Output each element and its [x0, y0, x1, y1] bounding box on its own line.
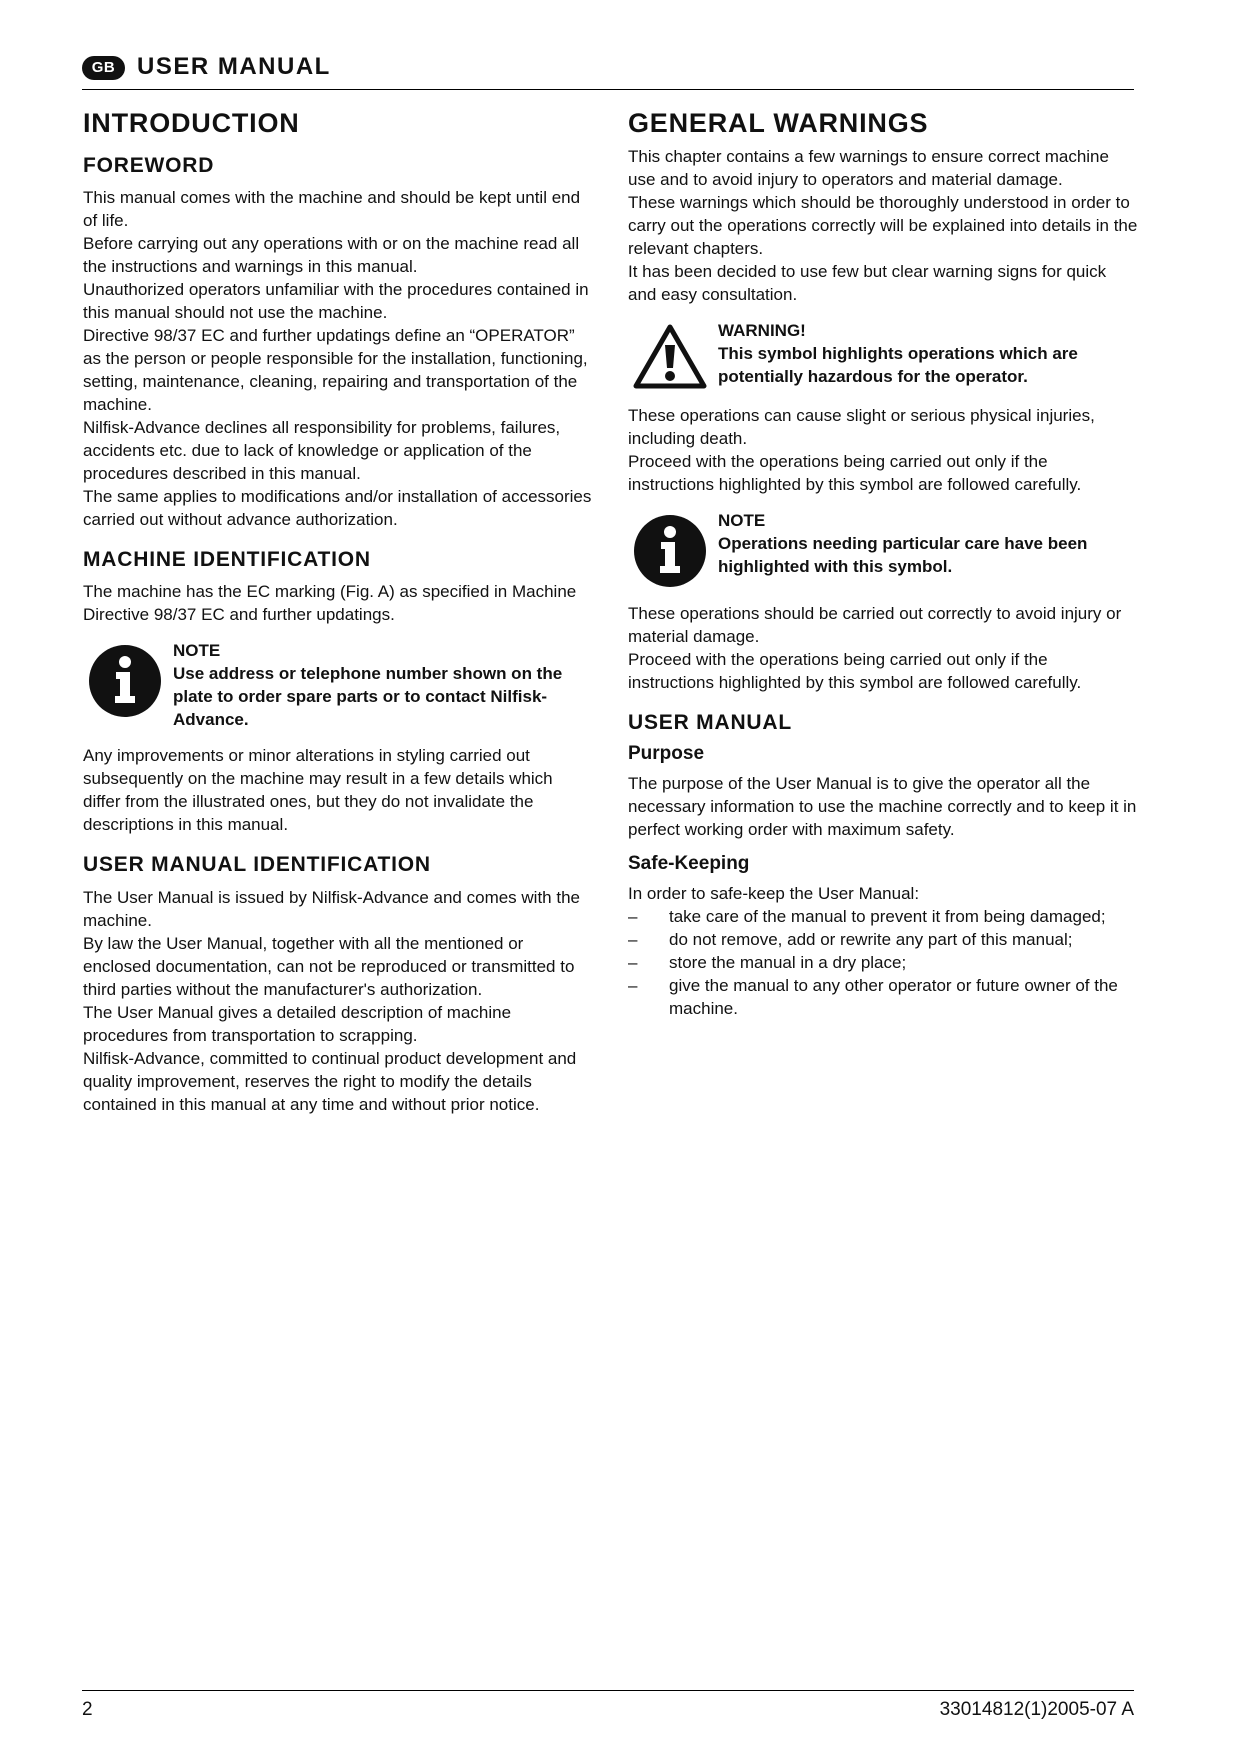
introduction-title: INTRODUCTION	[83, 108, 300, 138]
foreword-heading: FOREWORD	[83, 154, 215, 178]
header-title: USER MANUAL	[137, 53, 331, 80]
note-callout-operations	[628, 509, 1138, 589]
list-item: – store the manual in a dry place;	[628, 951, 1138, 974]
user-manual-heading: USER MANUAL	[628, 711, 792, 735]
note-text: Use address or telephone number shown on the plate to order spare parts or to contact Nilfisk-Advance.	[173, 664, 563, 730]
improvements-text: Any improvements or minor alterations in styling carried out subsequently on the machine may result in a few details which differ from the illustrated ones, but they do not invalidate the descriptions in this manual.	[83, 746, 553, 835]
list-item: – take care of the manual to prevent it from being damaged;	[628, 905, 1138, 928]
purpose-heading: Purpose	[628, 743, 705, 765]
machine-identification-text: The machine has the EC marking (Fig. A) as specified in Machine Directive 98/37 EC and further updatings.	[83, 582, 577, 625]
info-icon	[83, 639, 173, 719]
page-number: 2	[82, 1699, 93, 1720]
page-header	[82, 50, 1134, 90]
note-title: NOTE	[173, 641, 221, 661]
warning-callout	[628, 319, 1138, 391]
safe-keeping-intro: In order to safe-keep the User Manual:	[628, 883, 920, 903]
left-column	[83, 108, 593, 1116]
note-title: NOTE	[718, 511, 766, 531]
safe-keeping-list	[628, 905, 1138, 1020]
warning-triangle-icon	[628, 319, 718, 391]
list-item: – give the manual to any other operator or future owner of the machine.	[628, 974, 1138, 1020]
user-manual-identification-text: The User Manual is issued by Nilfisk-Advance and comes with the machine. By law the User Manual, together with all the mentioned or enclosed documentation, can not be reproduced or transmitted to third parties without the manufacturer's authorization. The User Manual gives a detailed description of machine procedures from transportation to scrapping. Nilfisk-Advance, committed to continual product development and quality improvement, reserves the right to modify the details contained in this manual at any time and without prior notice.	[83, 887, 580, 1114]
user-manual-identification-heading: USER MANUAL IDENTIFICATION	[83, 853, 431, 877]
general-warnings-intro: This chapter contains a few warnings to ensure correct machine use and to avoid injury to operators and material damage. These warnings which should be thoroughly understood in order to carry out the operations correctly will be explained into details in the relevant chapters. It has been decided to use few but clear warning signs for quick and easy consultation.	[628, 147, 1138, 305]
right-column	[628, 108, 1138, 1020]
warning-title: WARNING!	[718, 321, 806, 341]
info-icon	[628, 509, 718, 589]
note-callout-machine	[83, 639, 593, 731]
list-item: – do not remove, add or rewrite any part of this manual;	[628, 928, 1138, 951]
note-after-text: These operations should be carried out correctly to avoid injury or material damage. Proceed with the operations being carried out only if the instructions highlighted by this symbol are followed carefully.	[628, 604, 1122, 693]
page-footer	[82, 1690, 1134, 1720]
machine-identification-heading: MACHINE IDENTIFICATION	[83, 548, 371, 572]
purpose-text: The purpose of the User Manual is to give the operator all the necessary information to use the machine correctly and to keep it in perfect working order with maximum safety.	[628, 774, 1137, 840]
warning-text: This symbol highlights operations which are potentially hazardous for the operator.	[718, 344, 1078, 387]
document-code: 33014812(1)2005-07 A	[939, 1699, 1134, 1720]
warning-after-text: These operations can cause slight or serious physical injuries, including death. Proceed with the operations being carried out only if the instructions highlighted by this symbol are followed carefully.	[628, 406, 1095, 495]
general-warnings-title: GENERAL WARNINGS	[628, 108, 929, 138]
language-badge: GB	[82, 56, 125, 80]
note-text: Operations needing particular care have been highlighted with this symbol.	[718, 534, 1088, 577]
safe-keeping-heading: Safe-Keeping	[628, 853, 750, 875]
foreword-text: This manual comes with the machine and should be kept until end of life. Before carrying out any operations with or on the machine read all the instructions and warnings in this manual. Unauthorized operators unfamiliar with the procedures contained in this manual should not use the machine. Directive 98/37 EC and further updatings define an “OPERATOR” as the person or people responsible for the installation, functioning, setting, maintenance, cleaning, repairing and transportation of the machine. Nilfisk-Advance declines all responsibility for problems, failures, accidents etc. due to lack of knowledge or application of the procedures described in this manual. The same applies to modifications and/or installation of accessories carried out without advance authorization.	[83, 188, 592, 530]
